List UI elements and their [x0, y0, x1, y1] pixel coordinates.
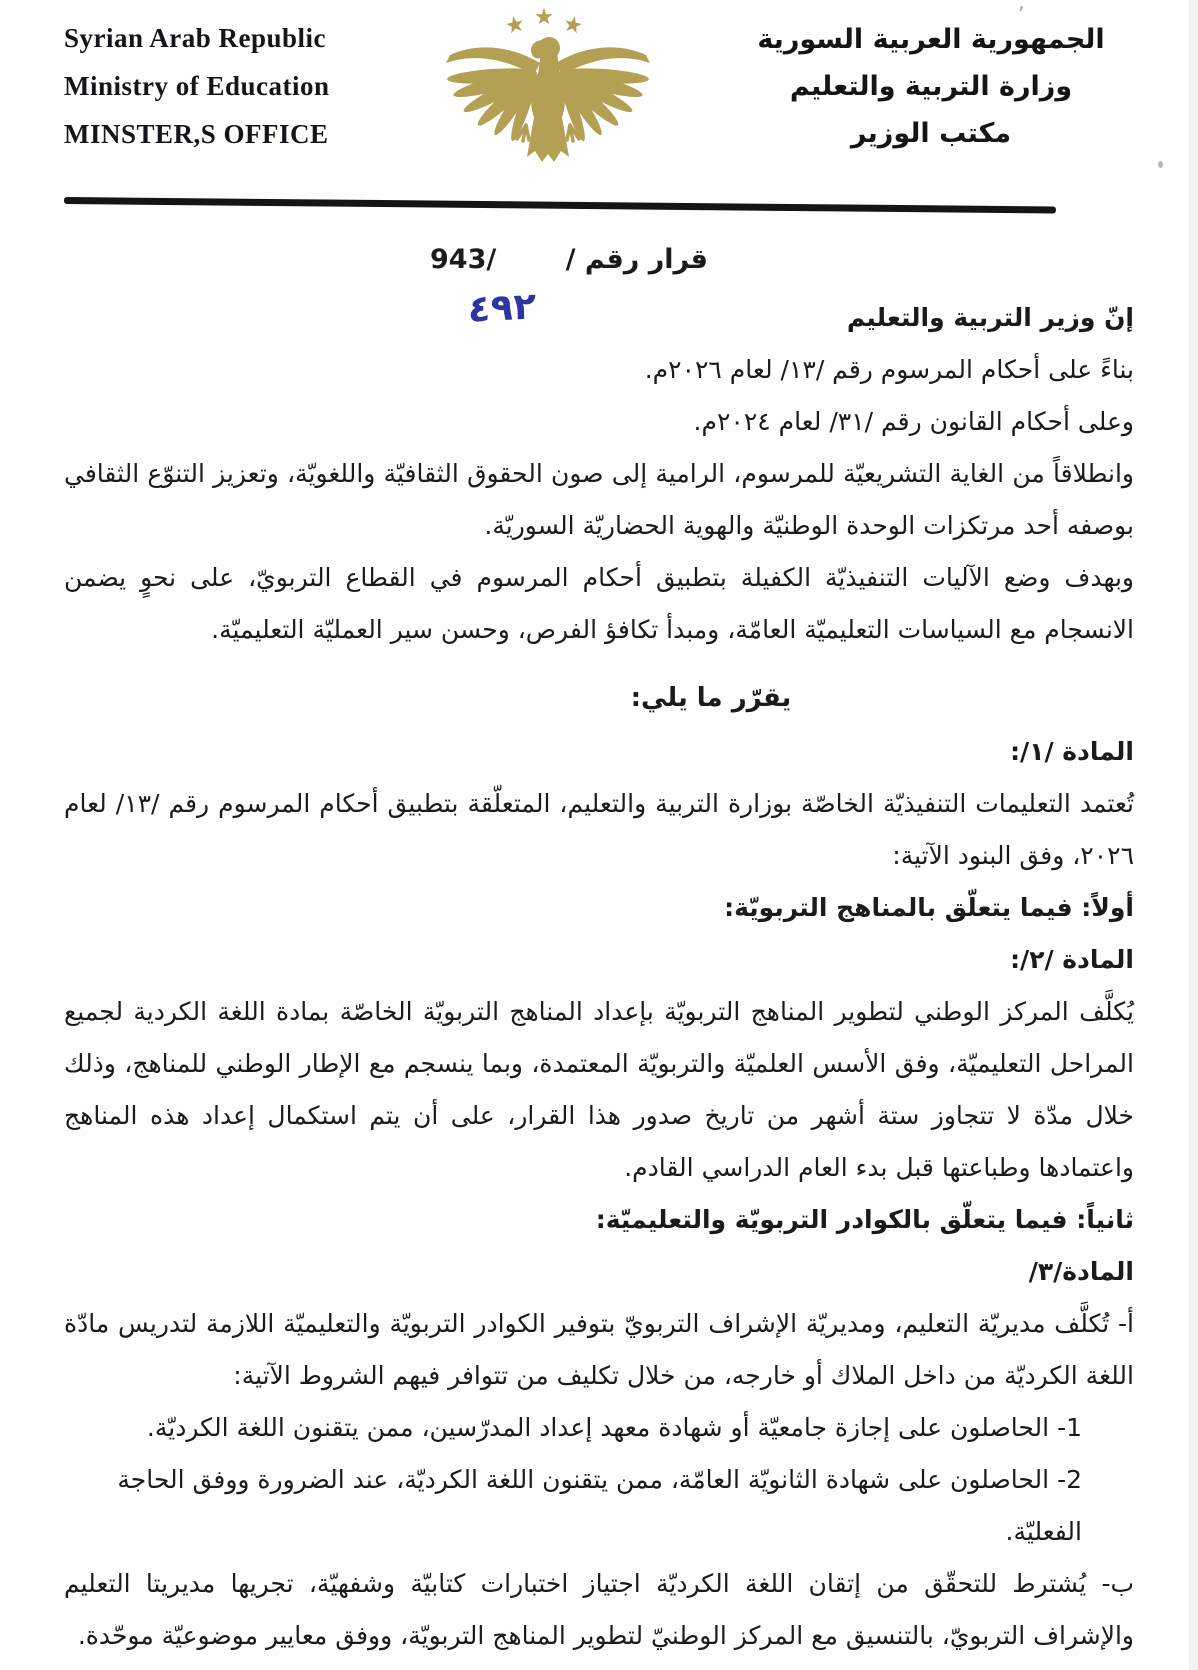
- decision-number-printed: 943/: [430, 244, 497, 275]
- star-icon: [505, 14, 525, 34]
- document-body: [64, 292, 1134, 1662]
- basis-decree-line: بناءً على أحكام المرسوم رقم /١٣/ لعام ٢٠٢٦م.: [644, 355, 1134, 384]
- scan-edge-shadow: [1189, 0, 1198, 1670]
- preamble-paragraph-1: وانطلاقاً من الغاية التشريعيّة للمرسوم، الرامية إلى صون الحقوق الثقافيّة واللغويّة، وتعزيز التنوّع الثقافي بوصفه أحد مرتكزات الوحدة الوطنيّة والهوية الحضاريّة السوريّة.: [64, 459, 1134, 540]
- decision-number-line: [430, 244, 708, 275]
- article-1-text: تُعتمد التعليمات التنفيذيّة الخاصّة بوزارة التربية والتعليم، المتعلّقة بتطبيق أحكام المرسوم رقم /١٣/ لعام ٢٠٢٦، وفق البنود الآتية:: [64, 789, 1134, 870]
- letterhead-english: [64, 14, 404, 158]
- article-3-item-b: ب- يُشترط للتحقّق من إتقان اللغة الكرديّة اجتياز اختبارات كتابيّة وشفهيّة، تجريها مديريتا التعليم والإشراف التربويّ، بالتنسيق مع المركز الوطنيّ لتطوير المناهج التربويّة، ووفق معايير موضوعيّة موحّدة.: [64, 1569, 1134, 1650]
- article-1-title: المادة /١/:: [1010, 737, 1134, 766]
- scan-artifact-mark: ٬: [1018, 2, 1025, 26]
- letterhead-arabic-line2: وزارة التربية والتعليم: [789, 71, 1073, 102]
- letterhead-english-line1: Syrian Arab Republic: [64, 23, 327, 53]
- letterhead-english-line2: Ministry of Education: [64, 71, 330, 101]
- handwritten-decision-number: ٤٩٢: [467, 284, 537, 331]
- star-icon: [535, 8, 552, 24]
- decision-number-label: قرار رقم /: [565, 244, 708, 275]
- intro-line: إنّ وزير التربية والتعليم: [846, 303, 1134, 332]
- letterhead-arabic-line3: مكتب الوزير: [850, 118, 1012, 149]
- letterhead-english-line3: MINSTER,S OFFICE: [64, 119, 329, 149]
- article-3-item-a1: 1- الحاصلون على إجازة جامعيّة أو شهادة معهد إعداد المدرّسين، ممن يتقنون اللغة الكرديّة.: [146, 1413, 1082, 1442]
- letterhead-arabic-line1: الجمهورية العربية السورية: [757, 24, 1105, 55]
- article-2-title: المادة /٢/:: [1010, 945, 1134, 974]
- article-3-item-a2: 2- الحاصلون على شهادة الثانويّة العامّة، ممن يتقنون اللغة الكرديّة، عند الضرورة ووفق الحاجة الفعليّة.: [117, 1465, 1082, 1546]
- scan-speck: [1158, 161, 1163, 168]
- article-2-text: يُكلَّف المركز الوطني لتطوير المناهج التربويّة بإعداد المناهج التربويّة الخاصّة بمادة اللغة الكردية لجميع المراحل التعليميّة، وفق الأسس العلميّة والتربويّة المعتمدة، وبما ينسجم مع الإطار الوطني للمناهج، وذلك خلال مدّة لا تتجاوز ستة أشهر من تاريخ صدور هذا القرار، على أن يتم استكمال إعداد هذه المناهج واعتمادها وطباعتها قبل بدء العام الدراسي القادم.: [64, 997, 1134, 1182]
- preamble-paragraph-2: وبهدف وضع الآليات التنفيذيّة الكفيلة بتطبيق أحكام المرسوم في القطاع التربويّ، على نحوٍ يضمن الانسجام مع السياسات التعليميّة العامّة، ومبدأ تكافؤ الفرص، وحسن سير العمليّة التعليميّة.: [64, 563, 1134, 644]
- section-2-heading: ثانياً: فيما يتعلّق بالكوادر التربويّة والتعليميّة:: [595, 1205, 1134, 1234]
- article-3-title: المادة/٣/: [1028, 1257, 1134, 1286]
- article-3-item-a: أ- تُكلَّف مديريّة التعليم، ومديريّة الإشراف التربويّ بتوفير الكوادر التربويّة والتعليميّة اللازمة لتدريس مادّة اللغة الكرديّة من داخل الملاك أو خارجه، من خلال تكليف من تتوافر فيهم الشروط الآتية:: [64, 1309, 1134, 1390]
- star-icon: [563, 14, 583, 34]
- letterhead-divider-line: [64, 197, 1056, 214]
- basis-law-line: وعلى أحكام القانون رقم /٣١/ لعام ٢٠٢٤م.: [693, 407, 1134, 436]
- letterhead-arabic: [730, 16, 1132, 157]
- golden-eagle-emblem-icon: [440, 6, 655, 168]
- decree-heading: يقرّر ما يلي:: [630, 683, 792, 713]
- section-1-heading: أولاً: فيما يتعلّق بالمناهج التربويّة:: [724, 893, 1134, 922]
